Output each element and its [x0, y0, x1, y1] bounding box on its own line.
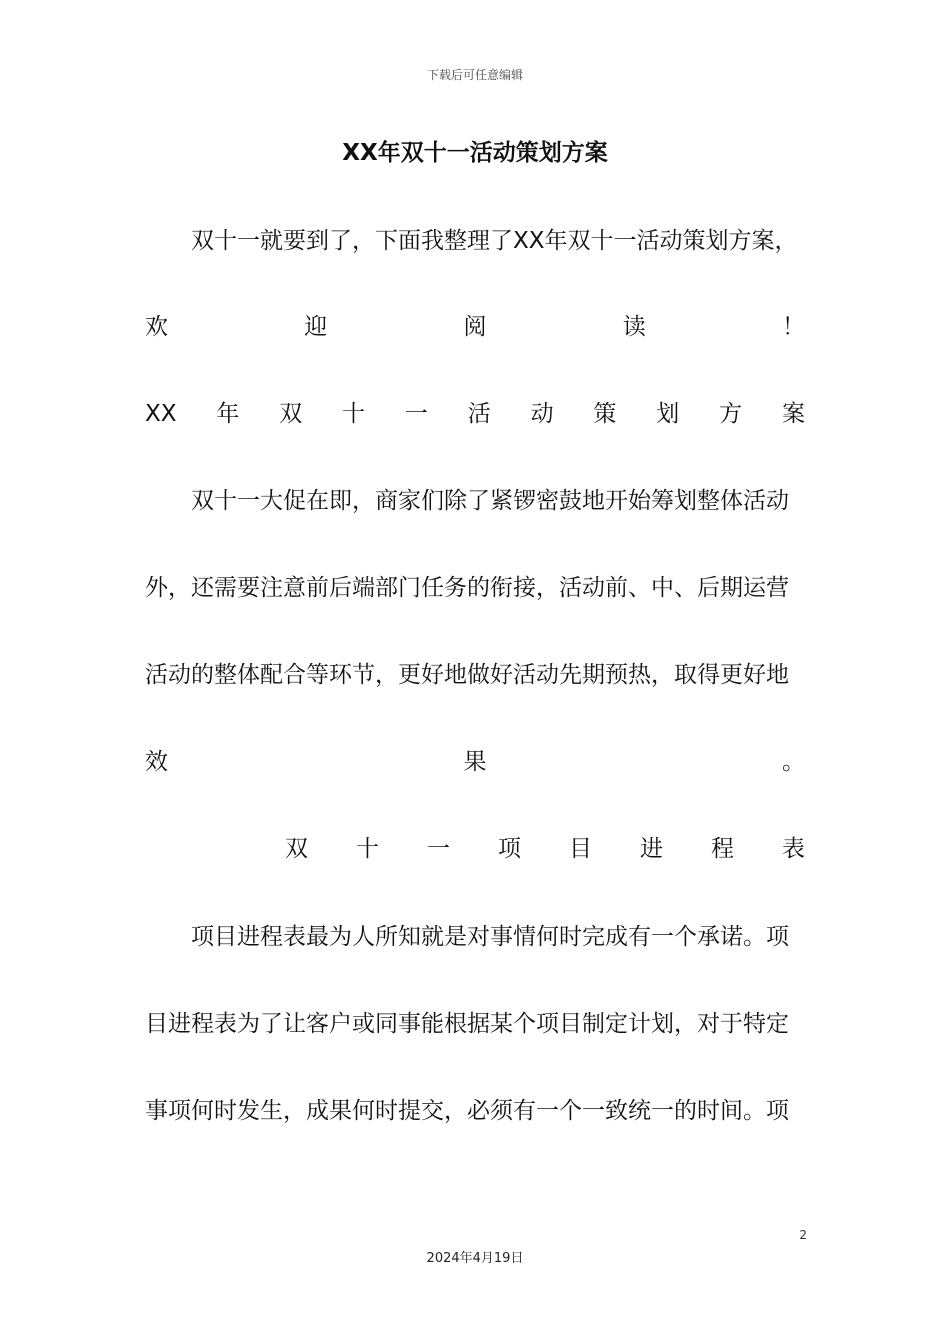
header-note: 下载后可任意编辑 [426, 68, 523, 82]
subtitle-char: 方 [719, 401, 743, 427]
heading-char: 表 [782, 836, 805, 862]
intro-line-1: 双十一就要到了，下面我整理了XX年双十一活动策划方案， [191, 228, 798, 254]
heading-char: 程 [711, 836, 734, 862]
heading-char: 一 [427, 836, 450, 862]
paragraph-char: 。 [782, 749, 805, 775]
paragraph-2-line-2: 目进程表为了让客户或同事能根据某个项目制定计划，对于特定 [145, 1011, 789, 1037]
paragraph-2-line-1: 项目进程表最为人所知就是对事情何时完成有一个承诺。项 [191, 924, 789, 950]
subtitle-char: 十 [342, 401, 366, 427]
paragraph-2-line-3: 事项何时发生，成果何时提交，必须有一个一致统一的时间。项 [145, 1098, 789, 1124]
intro-char: 阅 [463, 314, 487, 340]
paragraph-char: 果 [463, 749, 487, 775]
heading-char: 目 [569, 836, 592, 862]
page-number: 2 [799, 1228, 807, 1242]
subtitle-char: 划 [656, 401, 680, 427]
paragraph-char: 效 [145, 749, 168, 775]
subtitle-char: 一 [404, 401, 428, 427]
intro-char: 读 [622, 314, 646, 340]
subtitle-char: 动 [530, 401, 554, 427]
footer-date: 2024年4月19日 [426, 1251, 524, 1266]
heading-char: 双 [285, 836, 308, 862]
intro-char: ！ [782, 314, 805, 340]
paragraph-1-line-1: 双十一大促在即，商家们除了紧锣密鼓地开始筹划整体活动 [191, 488, 789, 514]
subtitle-char: 案 [781, 401, 805, 427]
subtitle-char: 策 [593, 401, 617, 427]
intro-char: 迎 [304, 314, 328, 340]
paragraph-1-line-4 [145, 742, 805, 782]
intro-char: 欢 [145, 314, 168, 340]
intro-line-2 [145, 307, 805, 347]
heading-char: 进 [640, 836, 663, 862]
subtitle-char: 年 [216, 401, 240, 427]
subtitle-char: 活 [467, 401, 491, 427]
section-heading [285, 829, 805, 869]
document-title: XX年双十一活动策划方案 [342, 140, 608, 166]
heading-char: 十 [356, 836, 379, 862]
subtitle-line [145, 394, 805, 434]
subtitle-char: XX [145, 401, 177, 427]
subtitle-char: 双 [279, 401, 303, 427]
paragraph-1-line-2: 外，还需要注意前后端部门任务的衔接，活动前、中、后期运营 [145, 575, 789, 601]
paragraph-1-line-3: 活动的整体配合等环节，更好地做好活动先期预热，取得更好地 [145, 662, 789, 688]
heading-char: 项 [498, 836, 521, 862]
